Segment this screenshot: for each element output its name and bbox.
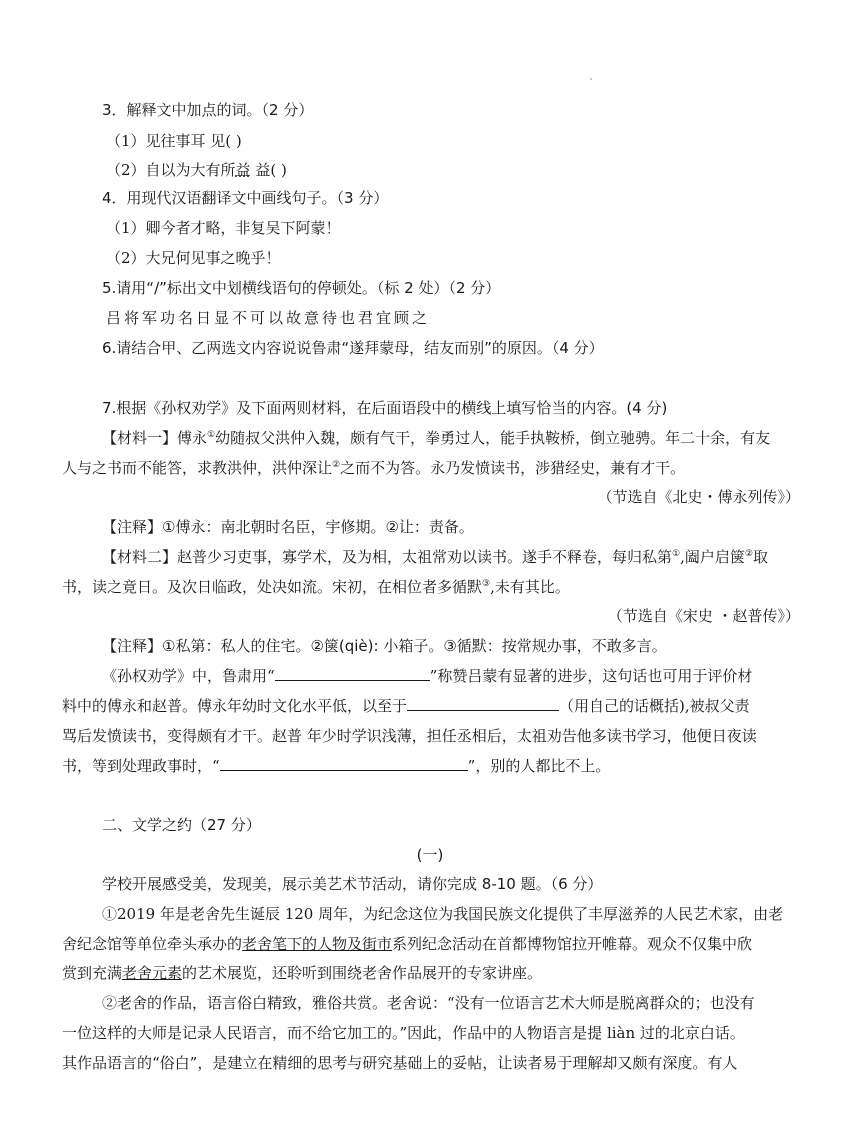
m1-l1a: 【材料一】傅永 — [102, 429, 208, 447]
answer-blank-3[interactable] — [220, 756, 468, 771]
q3-item-2-dotted-word: 益 — [235, 161, 251, 179]
m2-l2b: ,未有其比。 — [490, 578, 570, 596]
fp-l1b: ”称赞吕蒙有显著的进步，这句话也可用于评价材 — [429, 667, 753, 685]
material-2-line-2 — [62, 577, 570, 597]
fp-l1a: 《孙权劝学》中，鲁肃用“ — [102, 667, 275, 685]
scan-speck — [590, 78, 592, 80]
footnote-marker: ② — [744, 549, 753, 559]
para-1-line-1: ①2019 年是老舍先生诞辰 120 周年，为纪念这位为我国民族文化提供了丰厚滋养的人民艺术家，由老 — [102, 905, 784, 923]
q3-stem: 3．解释文中加点的词。（2 分） — [102, 101, 314, 119]
q3-item-2-a: （2）自以为大有所 — [106, 161, 236, 179]
material-1-source: （节选自《北史・傅永列传》） — [597, 488, 800, 506]
m2-l2a: 书，读之竟日。及次日临政，处决如流。宋初，在相位者多循默 — [62, 578, 483, 596]
para-2-line-1: ②老舍的作品，语言俗白精致，雅俗共赏。老舍说：“没有一位语言艺术大师是脱离群众的；也没有 — [102, 994, 755, 1012]
q3-item-2-c: 益( ) — [250, 161, 287, 179]
q4-item-1: （1）卿今者才略，非复吴下阿蒙！ — [106, 219, 341, 237]
m1-l2a: 人与之书而不能答，求教洪仲，洪仲深让 — [62, 459, 333, 477]
p1-l3a: 赏到充满 — [62, 964, 123, 982]
footnote-marker: ① — [207, 430, 216, 440]
q6-stem: 6.请结合甲、乙两选文内容说说鲁肃“遂拜蒙母，结友而别”的原因。（4 分） — [102, 339, 604, 357]
fp-l2a: 料中的傅永和赵普。傅永年幼时文化水平低，以至于 — [62, 697, 408, 715]
fill-paragraph-line-2 — [62, 696, 750, 716]
part-1-label: (一) — [416, 846, 444, 864]
q5-stem: 5.请用“/”标出文中划横线语句的停顿处。（标 2 处）（2 分） — [102, 279, 501, 297]
p1-l2b: 系列纪念活动在首都博物馆拉开帷幕。观众不仅集中欣 — [392, 935, 753, 953]
q3-item-1: （1）见往事耳 见( ) — [106, 132, 242, 150]
material-1-line-1 — [102, 428, 770, 448]
answer-blank-2[interactable] — [407, 696, 559, 711]
section-2-intro: 学校开展感受美，发现美，展示美艺术节活动，请你完成 8-10 题。（6 分） — [102, 875, 603, 893]
q7-stem: 7.根据《孙权劝学》及下面两则材料，在后面语段中的横线上填写恰当的内容。(4 分) — [102, 399, 668, 417]
underlined-phrase: 老舍元素 — [122, 964, 183, 982]
fp-l4b: ”，别的人都比不上。 — [467, 757, 611, 775]
m2-l1b: ,阖户启箧 — [680, 548, 745, 566]
fp-l4a: 书，等到处理政事时，“ — [62, 757, 220, 775]
material-1-line-2 — [62, 458, 685, 478]
fill-paragraph-line-1 — [102, 666, 752, 686]
para-2-line-2: 一位这样的大师是记录人民语言，而不给它加工的。”因此，作品中的人物语言是提 liàn 过的北京白话。 — [62, 1024, 745, 1042]
p1-l2a: 舍纪念馆等单位牵头承办的 — [62, 935, 243, 953]
q5-sentence: 吕将军功名日显不可以故意待也君宜顾之 — [106, 309, 431, 327]
m2-l1a: 【材料二】赵普少习吏事，寡学术，及为相，太祖常劝以读书。遂手不释卷，每归私第 — [102, 548, 673, 566]
note-2: 【注释】①私第：私人的住宅。②箧(qiè): 小箱子。③循默：按常规办事，不敢多言。 — [102, 637, 667, 655]
underlined-phrase: 老舍笔下的人物及街市 — [242, 935, 393, 953]
para-1-line-2 — [62, 934, 752, 954]
note-1: 【注释】①傅永：南北朝时名臣，宇修期。②让：责备。 — [102, 518, 474, 536]
footnote-marker: ③ — [482, 579, 491, 589]
fp-l2b: （用自己的话概括),被叔父责 — [559, 697, 750, 715]
fill-paragraph-line-4 — [62, 756, 610, 776]
answer-blank-1[interactable] — [275, 666, 430, 681]
footnote-marker: ② — [332, 460, 341, 470]
m1-l2b: 之而不为答。永乃发愤读书，涉猎经史，兼有才干。 — [340, 459, 686, 477]
material-2-source: （节选自《宋史 ・赵普传》） — [607, 607, 800, 625]
m2-l1c: 取 — [752, 548, 768, 566]
para-2-line-3: 其作品语言的“俗白”，是建立在精细的思考与研究基础上的妥帖，让读者易于理解却又颇有深度。有人 — [62, 1054, 738, 1072]
q3-item-2 — [106, 160, 287, 180]
material-2-line-1 — [102, 547, 768, 567]
para-1-line-3 — [62, 963, 542, 983]
m1-l1b: 幼随叔父洪仲入魏，颇有气干，拳勇过人，能手执鞍桥，倒立驰骋。年二十余，有友 — [215, 429, 771, 447]
q4-stem: 4．用现代汉语翻译文中画线句子。（3 分） — [102, 189, 389, 207]
p1-l3b: 的艺术展览，还聆听到围绕老舍作品展开的专家讲座。 — [182, 964, 543, 982]
q4-item-2: （2）大兄何见事之晚乎！ — [106, 249, 281, 267]
footnote-marker: ① — [672, 549, 681, 559]
fill-paragraph-line-3: 骂后发愤读书，变得颇有才干。赵普 年少时学识浅薄，担任丞相后，太祖劝告他多读书学习，他便日夜读 — [62, 727, 757, 745]
section-2-heading: 二、文学之约（27 分） — [102, 816, 261, 834]
